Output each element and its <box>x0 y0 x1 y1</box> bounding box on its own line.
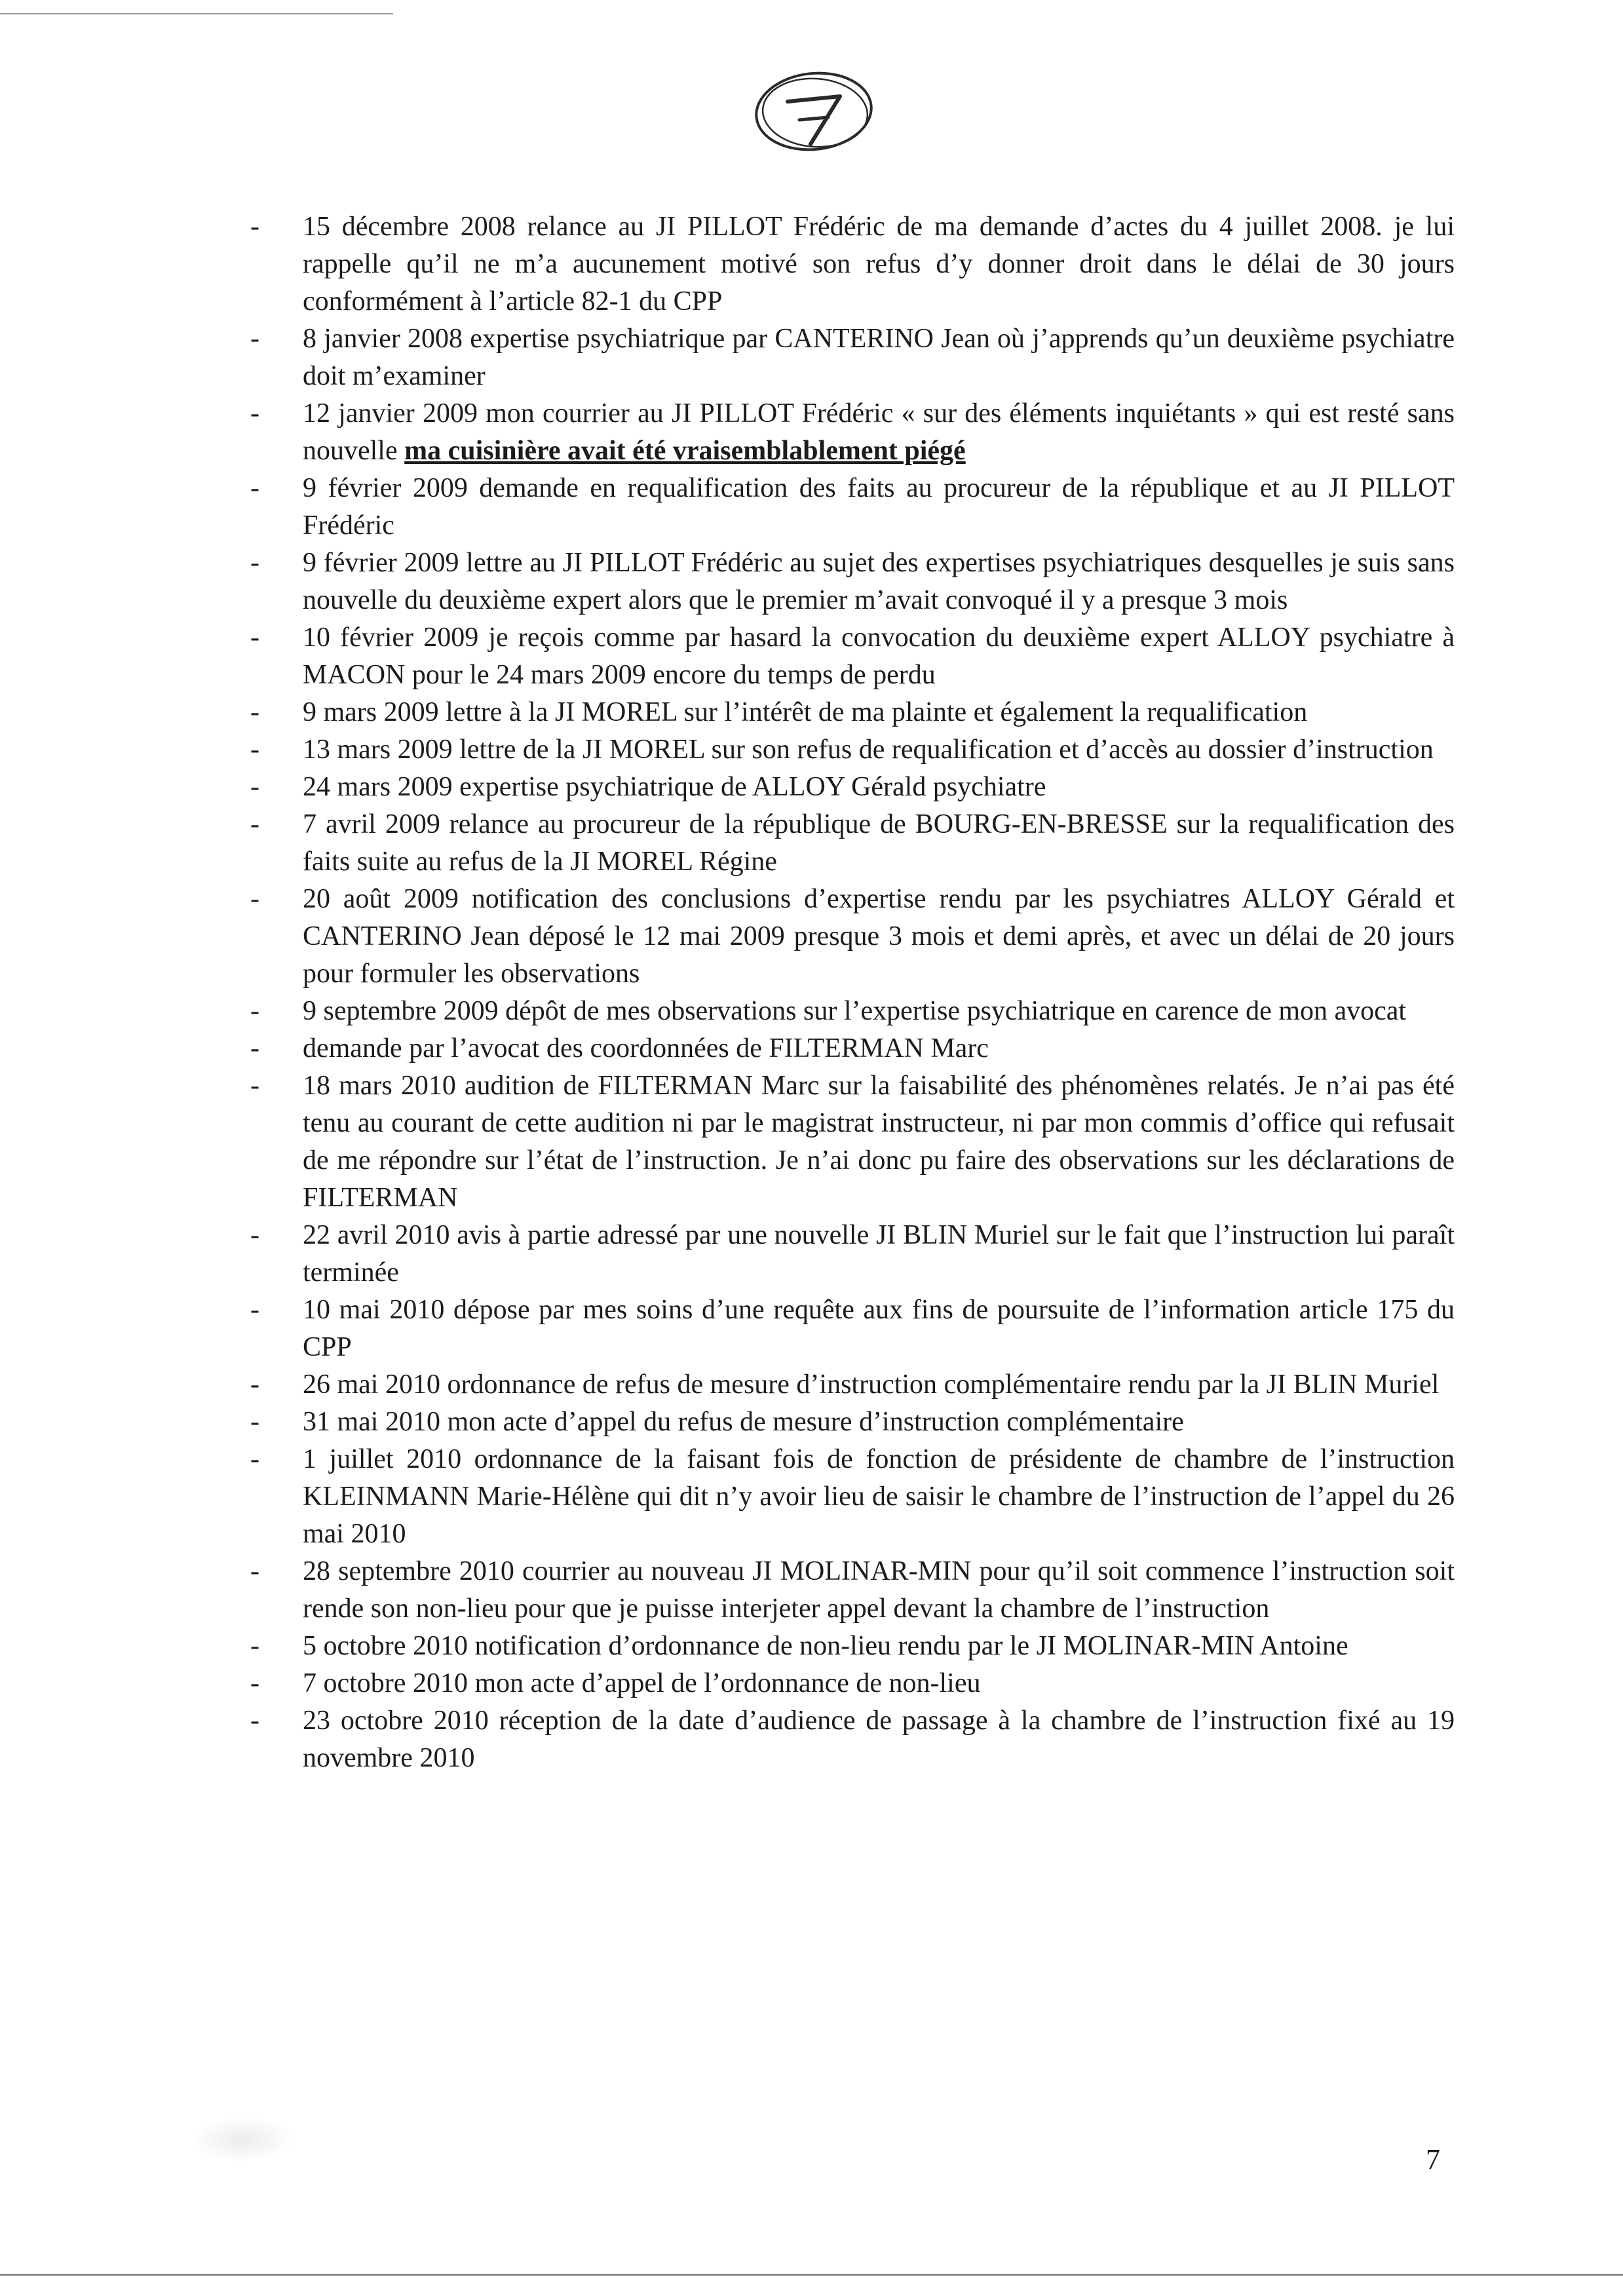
entry-text: 20 août 2009 notification des conclusions d’expertise rendu par les psychiatres ALLOY Gérald et CANTERINO Jean déposé le 12 mai 2009 presque 3 mois et demi après, et avec un délai de 20 jours pour formuler les observations <box>303 884 1455 989</box>
bullet-dash: - <box>250 398 259 429</box>
list-item <box>242 881 1455 993</box>
list-item <box>242 1553 1455 1628</box>
entry-text: 18 mars 2010 audition de FILTERMAN Marc sur la faisabilité des phénomènes relatés. Je n’ai pas été tenu au courant de cette audition ni par le magistrat instructeur, ni par mon commis d’office qui refusait de me répondre sur l’état de l’instruction. Je n’ai donc pu faire des observations sur les déclarations de FILTERMAN <box>303 1071 1455 1213</box>
entry-text: 22 avril 2010 avis à partie adressé par une nouvelle JI BLIN Muriel sur le fait que l’instruction lui paraît terminée <box>303 1220 1455 1288</box>
entry-text: 15 décembre 2008 relance au JI PILLOT Frédéric de ma demande d’actes du 4 juillet 2008. je lui rappelle qu’il ne m’a aucunement motivé son refus d’y donner droit dans le délai de 30 jours conformément à l’article 82-1 du CPP <box>303 212 1455 316</box>
bullet-dash: - <box>250 1444 259 1474</box>
bottom-scan-rule <box>0 2274 1623 2276</box>
list-item <box>242 1665 1455 1702</box>
bullet-dash: - <box>250 884 259 914</box>
bullet-dash: - <box>250 1369 259 1400</box>
entry-emphasis: ma cuisinière avait été vraisemblablement piégé <box>404 436 966 466</box>
entry-text: 7 octobre 2010 mon acte d’appel de l’ordonnance de non-lieu <box>303 1668 981 1698</box>
bullet-dash: - <box>250 996 259 1026</box>
list-item <box>242 1404 1455 1441</box>
entry-text: 5 octobre 2010 notification d’ordonnance de non-lieu rendu par le JI MOLINAR-MIN Antoine <box>303 1631 1348 1661</box>
entry-text: 24 mars 2009 expertise psychiatrique de ALLOY Gérald psychiatre <box>303 772 1046 802</box>
list-item <box>242 395 1455 470</box>
scan-smudge <box>190 2116 295 2162</box>
bullet-dash: - <box>250 1556 259 1586</box>
list-item <box>242 731 1455 769</box>
entry-text: 8 janvier 2008 expertise psychiatrique par CANTERINO Jean où j’apprends qu’un deuxième psychiatre doit m’examiner <box>303 324 1455 391</box>
bullet-dash: - <box>250 1220 259 1250</box>
list-item <box>242 1441 1455 1553</box>
list-item <box>242 1067 1455 1217</box>
bullet-dash: - <box>250 735 259 765</box>
list-item <box>242 545 1455 619</box>
page-number: 7 <box>1426 2143 1440 2175</box>
list-item <box>242 769 1455 806</box>
bullet-dash: - <box>250 697 259 727</box>
entry-text: 9 février 2009 lettre au JI PILLOT Frédéric au sujet des expertises psychiatriques desquelles je suis sans nouvelle du deuxième expert alors que le premier m’avait convoqué il y a presque 3 mois <box>303 548 1455 615</box>
entry-text: 1 juillet 2010 ordonnance de la faisant fois de fonction de présidente de chambre de l’instruction KLEINMANN Marie-Hélène qui dit n’y avoir lieu de saisir le chambre de l’instruction de l’appel du 26 mai 2010 <box>303 1444 1455 1549</box>
list-item <box>242 1366 1455 1404</box>
bullet-dash: - <box>250 1295 259 1325</box>
list-item <box>242 806 1455 881</box>
top-scan-rule <box>0 13 393 14</box>
entry-text: 31 mai 2010 mon acte d’appel du refus de mesure d’instruction complémentaire <box>303 1407 1184 1437</box>
entry-text: 23 octobre 2010 réception de la date d’audience de passage à la chambre de l’instruction fixé au 19 novembre 2010 <box>303 1706 1455 1773</box>
list-item <box>242 1628 1455 1665</box>
entry-text: 12 janvier 2009 mon courrier au JI PILLOT Frédéric « sur des éléments inquiétants » qui est resté sans nouvelle <box>303 398 1455 466</box>
bullet-dash: - <box>250 1071 259 1101</box>
bullet-dash: - <box>250 212 259 242</box>
list-item <box>242 1217 1455 1292</box>
entry-text: demande par l’avocat des coordonnées de FILTERMAN Marc <box>303 1033 989 1063</box>
list-item <box>242 470 1455 545</box>
list-item <box>242 1292 1455 1366</box>
chronology-list <box>242 208 1455 1777</box>
entry-text: 7 avril 2009 relance au procureur de la république de BOURG-EN-BRESSE sur la requalification des faits suite au refus de la JI MOREL Régine <box>303 809 1455 877</box>
bullet-dash: - <box>250 1033 259 1063</box>
bullet-dash: - <box>250 772 259 802</box>
entry-text: 10 février 2009 je reçois comme par hasard la convocation du deuxième expert ALLOY psychiatre à MACON pour le 24 mars 2009 encore du temps de perdu <box>303 622 1455 690</box>
list-item <box>242 1702 1455 1777</box>
entry-text: 13 mars 2009 lettre de la JI MOREL sur son refus de requalification et d’accès au dossier d’instruction <box>303 735 1434 765</box>
bullet-dash: - <box>250 1706 259 1736</box>
list-item <box>242 208 1455 320</box>
bullet-dash: - <box>250 1407 259 1437</box>
bullet-dash: - <box>250 1668 259 1698</box>
entry-text: 9 février 2009 demande en requalification des faits au procureur de la république et au JI PILLOT Frédéric <box>303 473 1455 541</box>
bullet-dash: - <box>250 473 259 503</box>
entry-text: 9 septembre 2009 dépôt de mes observations sur l’expertise psychiatrique en carence de mon avocat <box>303 996 1407 1026</box>
list-item <box>242 320 1455 395</box>
list-item <box>242 619 1455 694</box>
bullet-dash: - <box>250 622 259 653</box>
bullet-dash: - <box>250 324 259 354</box>
list-item <box>242 1030 1455 1067</box>
bullet-dash: - <box>250 1631 259 1661</box>
entry-text: 10 mai 2010 dépose par mes soins d’une requête aux fins de poursuite de l’information article 175 du CPP <box>303 1295 1455 1362</box>
handwritten-page-number-stamp <box>748 62 879 161</box>
bullet-dash: - <box>250 548 259 578</box>
bullet-dash: - <box>250 809 259 839</box>
entry-text: 9 mars 2009 lettre à la JI MOREL sur l’intérêt de ma plainte et également la requalification <box>303 697 1308 727</box>
list-item <box>242 993 1455 1030</box>
entry-text: 28 septembre 2010 courrier au nouveau JI MOLINAR-MIN pour qu’il soit commence l’instruction soit rende son non-lieu pour que je puisse interjeter appel devant la chambre de l’instruction <box>303 1556 1455 1624</box>
entry-text: 26 mai 2010 ordonnance de refus de mesure d’instruction complémentaire rendu par la JI BLIN Muriel <box>303 1369 1440 1400</box>
list-item <box>242 694 1455 731</box>
